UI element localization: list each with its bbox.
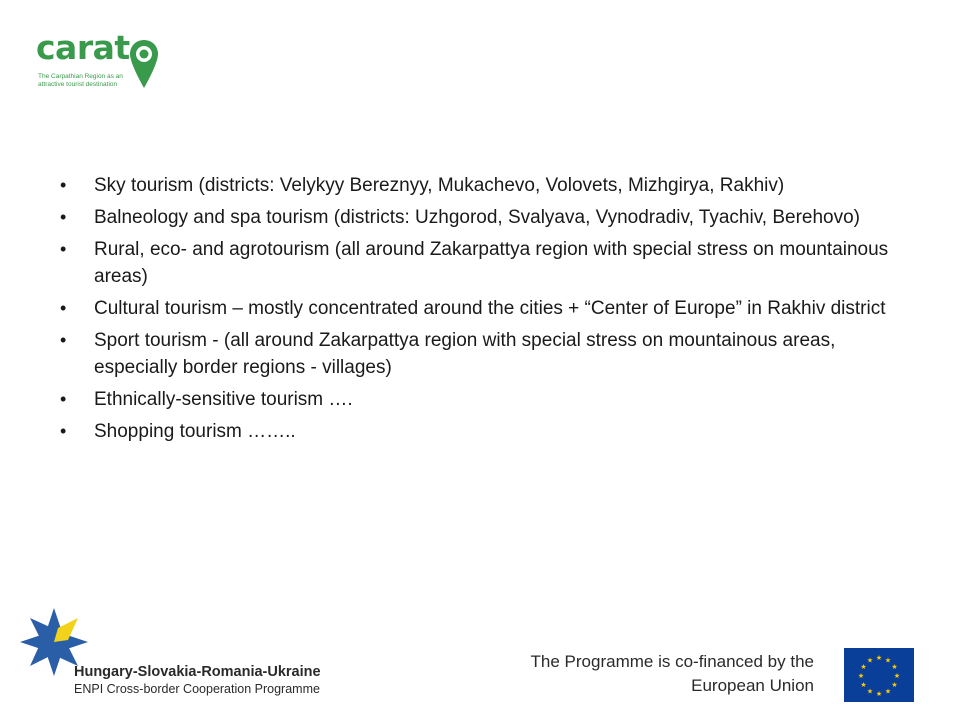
svg-text:★: ★ — [884, 656, 892, 665]
carat-logo-wordmark: carat — [36, 28, 130, 67]
eu-cofinance-block — [522, 648, 914, 704]
bullet-dot-icon: • — [60, 207, 67, 227]
bullet-dot-icon: • — [60, 175, 67, 195]
svg-text:★: ★ — [891, 681, 898, 689]
bullet-dot-icon: • — [60, 330, 67, 350]
bullet-item — [58, 386, 908, 413]
tourism-bullet-list — [58, 172, 908, 450]
bullet-text: Ethnically-sensitive tourism …. — [94, 389, 353, 410]
location-pin-icon — [128, 38, 160, 90]
bullet-text: Cultural tourism – mostly concentrated around the cities + “Center of Europe” in Rakhiv district — [94, 298, 886, 319]
bullet-text: Shopping tourism …….. — [94, 421, 296, 442]
bullet-text: Rural, eco- and agrotourism (all around Zakarpattya region with special stress on mountainous areas) — [94, 239, 889, 287]
bullet-dot-icon: • — [60, 389, 67, 409]
svg-text:★: ★ — [860, 681, 867, 689]
bullet-item — [58, 204, 908, 231]
programme-title: Hungary-Slovakia-Romania-Ukraine — [74, 664, 321, 680]
svg-text:★: ★ — [875, 690, 883, 698]
programme-subtitle: ENPI Cross-border Cooperation Programme — [74, 682, 320, 696]
bullet-item — [58, 236, 908, 290]
programme-logo — [18, 606, 338, 702]
svg-text:★: ★ — [866, 656, 874, 665]
svg-text:★: ★ — [866, 687, 874, 696]
svg-text:★: ★ — [891, 663, 898, 671]
eu-flag-icon — [844, 648, 914, 702]
bullet-item — [58, 172, 908, 199]
bullet-text: Balneology and spa tourism (districts: Uzhgorod, Svalyava, Vynodradiv, Tyachiv, Berehovo) — [94, 207, 861, 228]
bullet-item — [58, 327, 908, 381]
carat-logo — [36, 28, 176, 94]
bullet-item — [58, 418, 908, 445]
bullet-dot-icon: • — [60, 298, 67, 318]
svg-text:★: ★ — [875, 654, 883, 662]
bullet-text: Sport tourism - (all around Zakarpattya region with special stress on mountainous areas, especially border regions - villages) — [94, 330, 836, 378]
bullet-text: Sky tourism (districts: Velykyy Bereznyy, Mukachevo, Volovets, Mizhgirya, Rakhiv) — [94, 175, 785, 196]
svg-text:★: ★ — [893, 672, 901, 680]
bullet-dot-icon: • — [60, 421, 67, 441]
bullet-dot-icon: • — [60, 239, 67, 259]
bullet-item — [58, 295, 908, 322]
cofinance-text: The Programme is co-financed by the European Union — [530, 652, 814, 695]
svg-text:★: ★ — [857, 672, 865, 680]
svg-text:★: ★ — [884, 687, 892, 696]
svg-text:★: ★ — [860, 663, 867, 671]
carat-logo-tagline: The Carpathian Region as an attractive tourist destination — [38, 73, 123, 88]
